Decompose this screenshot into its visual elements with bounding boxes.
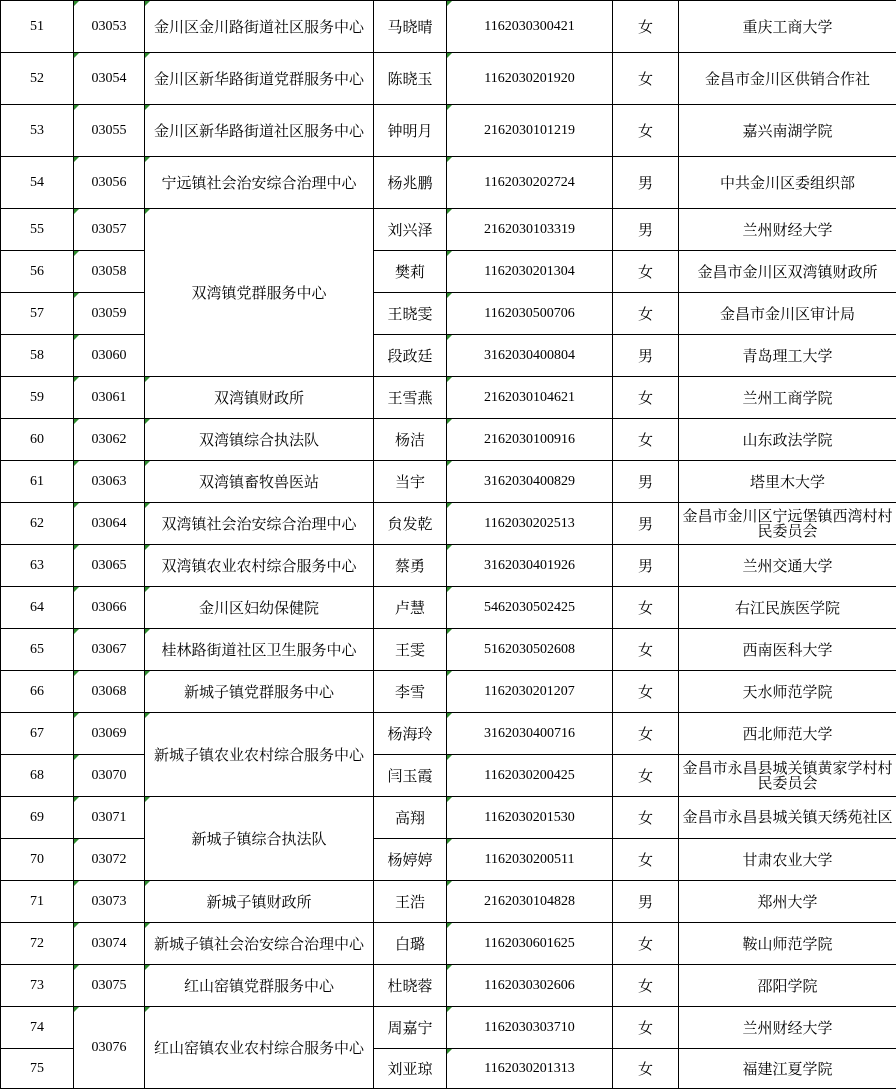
cell-school-or-workplace: 金昌市永昌县城关镇天绣苑社区 xyxy=(679,797,896,839)
cell-exam-number: 1162030500706 xyxy=(447,293,613,335)
cell-school-or-workplace: 山东政法学院 xyxy=(679,419,896,461)
cell-school-or-workplace: 兰州财经大学 xyxy=(679,209,896,251)
cell-school-or-workplace: 西南医科大学 xyxy=(679,629,896,671)
cell-name: 杜晓蓉 xyxy=(374,965,447,1007)
table-row xyxy=(1,251,896,293)
cell-name: 贠发乾 xyxy=(374,503,447,545)
cell-school-or-workplace: 西北师范大学 xyxy=(679,713,896,755)
cell-position-code: 03073 xyxy=(74,881,145,923)
cell-name: 杨婷婷 xyxy=(374,839,447,881)
cell-exam-number: 1162030601625 xyxy=(447,923,613,965)
cell-gender: 女 xyxy=(613,755,679,797)
cell-employer-unit: 金川区新华路街道党群服务中心 xyxy=(145,53,374,105)
table-row xyxy=(1,629,896,671)
table-row xyxy=(1,587,896,629)
cell-name: 卢慧 xyxy=(374,587,447,629)
cell-gender: 女 xyxy=(613,671,679,713)
table-row xyxy=(1,503,896,545)
cell-position-code: 03059 xyxy=(74,293,145,335)
cell-serial-number: 75 xyxy=(1,1049,74,1089)
cell-name: 杨洁 xyxy=(374,419,447,461)
cell-serial-number: 62 xyxy=(1,503,74,545)
cell-position-code: 03066 xyxy=(74,587,145,629)
cell-name: 白璐 xyxy=(374,923,447,965)
cell-name: 段政廷 xyxy=(374,335,447,377)
cell-gender: 女 xyxy=(613,839,679,881)
cell-gender: 女 xyxy=(613,105,679,157)
cell-exam-number: 1162030303710 xyxy=(447,1007,613,1049)
table-row xyxy=(1,105,896,157)
cell-position-code: 03053 xyxy=(74,1,145,53)
cell-position-code: 03054 xyxy=(74,53,145,105)
cell-serial-number: 61 xyxy=(1,461,74,503)
cell-gender: 女 xyxy=(613,629,679,671)
cell-serial-number: 70 xyxy=(1,839,74,881)
cell-serial-number: 64 xyxy=(1,587,74,629)
cell-gender: 男 xyxy=(613,209,679,251)
cell-exam-number: 2162030104828 xyxy=(447,881,613,923)
cell-gender: 女 xyxy=(613,1049,679,1089)
cell-name: 马晓晴 xyxy=(374,1,447,53)
cell-serial-number: 72 xyxy=(1,923,74,965)
cell-exam-number: 3162030400804 xyxy=(447,335,613,377)
cell-position-code: 03064 xyxy=(74,503,145,545)
cell-employer-unit: 新城子镇财政所 xyxy=(145,881,374,923)
cell-gender: 女 xyxy=(613,797,679,839)
cell-school-or-workplace: 青岛理工大学 xyxy=(679,335,896,377)
cell-exam-number: 1162030202724 xyxy=(447,157,613,209)
cell-school-or-workplace: 兰州工商学院 xyxy=(679,377,896,419)
cell-employer-unit: 桂林路街道社区卫生服务中心 xyxy=(145,629,374,671)
cell-name: 王雪燕 xyxy=(374,377,447,419)
cell-school-or-workplace: 兰州财经大学 xyxy=(679,1007,896,1049)
cell-exam-number: 1162030300421 xyxy=(447,1,613,53)
cell-serial-number: 69 xyxy=(1,797,74,839)
cell-serial-number: 65 xyxy=(1,629,74,671)
cell-exam-number: 1162030302606 xyxy=(447,965,613,1007)
cell-position-code: 03074 xyxy=(74,923,145,965)
cell-serial-number: 55 xyxy=(1,209,74,251)
cell-gender: 男 xyxy=(613,335,679,377)
cell-name: 蔡勇 xyxy=(374,545,447,587)
cell-employer-unit: 双湾镇社会治安综合治理中心 xyxy=(145,503,374,545)
cell-position-code: 03075 xyxy=(74,965,145,1007)
cell-serial-number: 60 xyxy=(1,419,74,461)
cell-serial-number: 59 xyxy=(1,377,74,419)
cell-name: 当宇 xyxy=(374,461,447,503)
cell-position-code: 03056 xyxy=(74,157,145,209)
cell-school-or-workplace: 金昌市金川区审计局 xyxy=(679,293,896,335)
cell-name: 陈晓玉 xyxy=(374,53,447,105)
cell-exam-number: 2162030103319 xyxy=(447,209,613,251)
cell-employer-unit: 新城子镇社会治安综合治理中心 xyxy=(145,923,374,965)
cell-school-or-workplace: 兰州交通大学 xyxy=(679,545,896,587)
cell-serial-number: 66 xyxy=(1,671,74,713)
cell-serial-number: 52 xyxy=(1,53,74,105)
cell-gender: 女 xyxy=(613,965,679,1007)
cell-exam-number: 2162030100916 xyxy=(447,419,613,461)
table-row xyxy=(1,377,896,419)
table-row xyxy=(1,755,896,797)
cell-exam-number: 1162030200425 xyxy=(447,755,613,797)
cell-employer-unit: 金川区新华路街道社区服务中心 xyxy=(145,105,374,157)
table-row xyxy=(1,293,896,335)
cell-name: 王雯 xyxy=(374,629,447,671)
table-body xyxy=(1,1,896,1089)
cell-position-code: 03060 xyxy=(74,335,145,377)
cell-employer-unit: 双湾镇财政所 xyxy=(145,377,374,419)
cell-name: 刘兴泽 xyxy=(374,209,447,251)
cell-serial-number: 71 xyxy=(1,881,74,923)
cell-gender: 男 xyxy=(613,157,679,209)
cell-serial-number: 73 xyxy=(1,965,74,1007)
cell-school-or-workplace: 鞍山师范学院 xyxy=(679,923,896,965)
cell-exam-number: 1162030201304 xyxy=(447,251,613,293)
cell-exam-number: 1162030201920 xyxy=(447,53,613,105)
table-row xyxy=(1,965,896,1007)
cell-name: 王晓雯 xyxy=(374,293,447,335)
cell-school-or-workplace: 嘉兴南湖学院 xyxy=(679,105,896,157)
cell-name: 高翔 xyxy=(374,797,447,839)
cell-position-code: 03057 xyxy=(74,209,145,251)
cell-school-or-workplace: 塔里木大学 xyxy=(679,461,896,503)
cell-employer-unit: 新城子镇党群服务中心 xyxy=(145,671,374,713)
table-row xyxy=(1,419,896,461)
cell-exam-number: 5162030502608 xyxy=(447,629,613,671)
table-row xyxy=(1,461,896,503)
table-row xyxy=(1,839,896,881)
cell-gender: 女 xyxy=(613,1007,679,1049)
cell-employer-unit: 宁远镇社会治安综合治理中心 xyxy=(145,157,374,209)
table-row xyxy=(1,797,896,839)
cell-employer-unit: 新城子镇综合执法队 xyxy=(145,797,374,881)
cell-position-code: 03063 xyxy=(74,461,145,503)
cell-exam-number: 2162030101219 xyxy=(447,105,613,157)
table-row xyxy=(1,1007,896,1049)
cell-serial-number: 74 xyxy=(1,1007,74,1049)
cell-school-or-workplace: 重庆工商大学 xyxy=(679,1,896,53)
cell-serial-number: 56 xyxy=(1,251,74,293)
cell-position-code: 03061 xyxy=(74,377,145,419)
cell-serial-number: 67 xyxy=(1,713,74,755)
cell-position-code: 03069 xyxy=(74,713,145,755)
cell-school-or-workplace: 金昌市永昌县城关镇黄家学村村民委员会 xyxy=(679,755,896,797)
cell-gender: 女 xyxy=(613,587,679,629)
cell-name: 李雪 xyxy=(374,671,447,713)
cell-gender: 女 xyxy=(613,293,679,335)
cell-exam-number: 1162030201313 xyxy=(447,1049,613,1089)
cell-employer-unit: 金川区妇幼保健院 xyxy=(145,587,374,629)
cell-employer-unit: 双湾镇畜牧兽医站 xyxy=(145,461,374,503)
cell-exam-number: 3162030400829 xyxy=(447,461,613,503)
cell-position-code: 03058 xyxy=(74,251,145,293)
table-row xyxy=(1,53,896,105)
cell-gender: 女 xyxy=(613,1,679,53)
cell-exam-number: 1162030201530 xyxy=(447,797,613,839)
cell-gender: 女 xyxy=(613,713,679,755)
cell-school-or-workplace: 天水师范学院 xyxy=(679,671,896,713)
cell-school-or-workplace: 甘肃农业大学 xyxy=(679,839,896,881)
table-row xyxy=(1,1,896,53)
cell-position-code: 03070 xyxy=(74,755,145,797)
cell-gender: 女 xyxy=(613,53,679,105)
cell-position-code: 03055 xyxy=(74,105,145,157)
cell-employer-unit: 新城子镇农业农村综合服务中心 xyxy=(145,713,374,797)
cell-position-code: 03071 xyxy=(74,797,145,839)
cell-name: 刘亚琼 xyxy=(374,1049,447,1089)
cell-name: 钟明月 xyxy=(374,105,447,157)
cell-exam-number: 1162030202513 xyxy=(447,503,613,545)
cell-position-code: 03067 xyxy=(74,629,145,671)
cell-gender: 男 xyxy=(613,461,679,503)
cell-name: 周嘉宁 xyxy=(374,1007,447,1049)
table-row xyxy=(1,157,896,209)
cell-exam-number: 3162030401926 xyxy=(447,545,613,587)
cell-name: 杨海玲 xyxy=(374,713,447,755)
cell-exam-number: 2162030104621 xyxy=(447,377,613,419)
table-row xyxy=(1,209,896,251)
cell-gender: 男 xyxy=(613,545,679,587)
table-row xyxy=(1,335,896,377)
cell-employer-unit: 双湾镇综合执法队 xyxy=(145,419,374,461)
cell-school-or-workplace: 金昌市金川区供销合作社 xyxy=(679,53,896,105)
cell-exam-number: 1162030201207 xyxy=(447,671,613,713)
cell-serial-number: 57 xyxy=(1,293,74,335)
cell-gender: 女 xyxy=(613,377,679,419)
cell-position-code: 03076 xyxy=(74,1007,145,1089)
cell-position-code: 03062 xyxy=(74,419,145,461)
cell-employer-unit: 红山窑镇党群服务中心 xyxy=(145,965,374,1007)
cell-exam-number: 5462030502425 xyxy=(447,587,613,629)
cell-school-or-workplace: 郑州大学 xyxy=(679,881,896,923)
cell-gender: 女 xyxy=(613,923,679,965)
cell-gender: 女 xyxy=(613,419,679,461)
cell-serial-number: 51 xyxy=(1,1,74,53)
cell-name: 樊莉 xyxy=(374,251,447,293)
cell-exam-number: 3162030400716 xyxy=(447,713,613,755)
cell-school-or-workplace: 右江民族医学院 xyxy=(679,587,896,629)
cell-school-or-workplace: 邵阳学院 xyxy=(679,965,896,1007)
cell-exam-number: 1162030200511 xyxy=(447,839,613,881)
cell-gender: 男 xyxy=(613,503,679,545)
cell-employer-unit: 金川区金川路街道社区服务中心 xyxy=(145,1,374,53)
cell-serial-number: 68 xyxy=(1,755,74,797)
table-row xyxy=(1,881,896,923)
cell-serial-number: 54 xyxy=(1,157,74,209)
cell-name: 闫玉霞 xyxy=(374,755,447,797)
cell-employer-unit: 红山窑镇农业农村综合服务中心 xyxy=(145,1007,374,1089)
cell-gender: 男 xyxy=(613,881,679,923)
cell-employer-unit: 双湾镇党群服务中心 xyxy=(145,209,374,377)
cell-position-code: 03068 xyxy=(74,671,145,713)
cell-gender: 女 xyxy=(613,251,679,293)
cell-serial-number: 63 xyxy=(1,545,74,587)
cell-name: 王浩 xyxy=(374,881,447,923)
cell-school-or-workplace: 中共金川区委组织部 xyxy=(679,157,896,209)
table-row xyxy=(1,545,896,587)
cell-school-or-workplace: 福建江夏学院 xyxy=(679,1049,896,1089)
cell-position-code: 03072 xyxy=(74,839,145,881)
cell-name: 杨兆鹏 xyxy=(374,157,447,209)
cell-serial-number: 53 xyxy=(1,105,74,157)
cell-employer-unit: 双湾镇农业农村综合服务中心 xyxy=(145,545,374,587)
cell-position-code: 03065 xyxy=(74,545,145,587)
table-row xyxy=(1,713,896,755)
cell-serial-number: 58 xyxy=(1,335,74,377)
cell-school-or-workplace: 金昌市金川区宁远堡镇西湾村村民委员会 xyxy=(679,503,896,545)
cell-school-or-workplace: 金昌市金川区双湾镇财政所 xyxy=(679,251,896,293)
table-row xyxy=(1,923,896,965)
table-row xyxy=(1,671,896,713)
